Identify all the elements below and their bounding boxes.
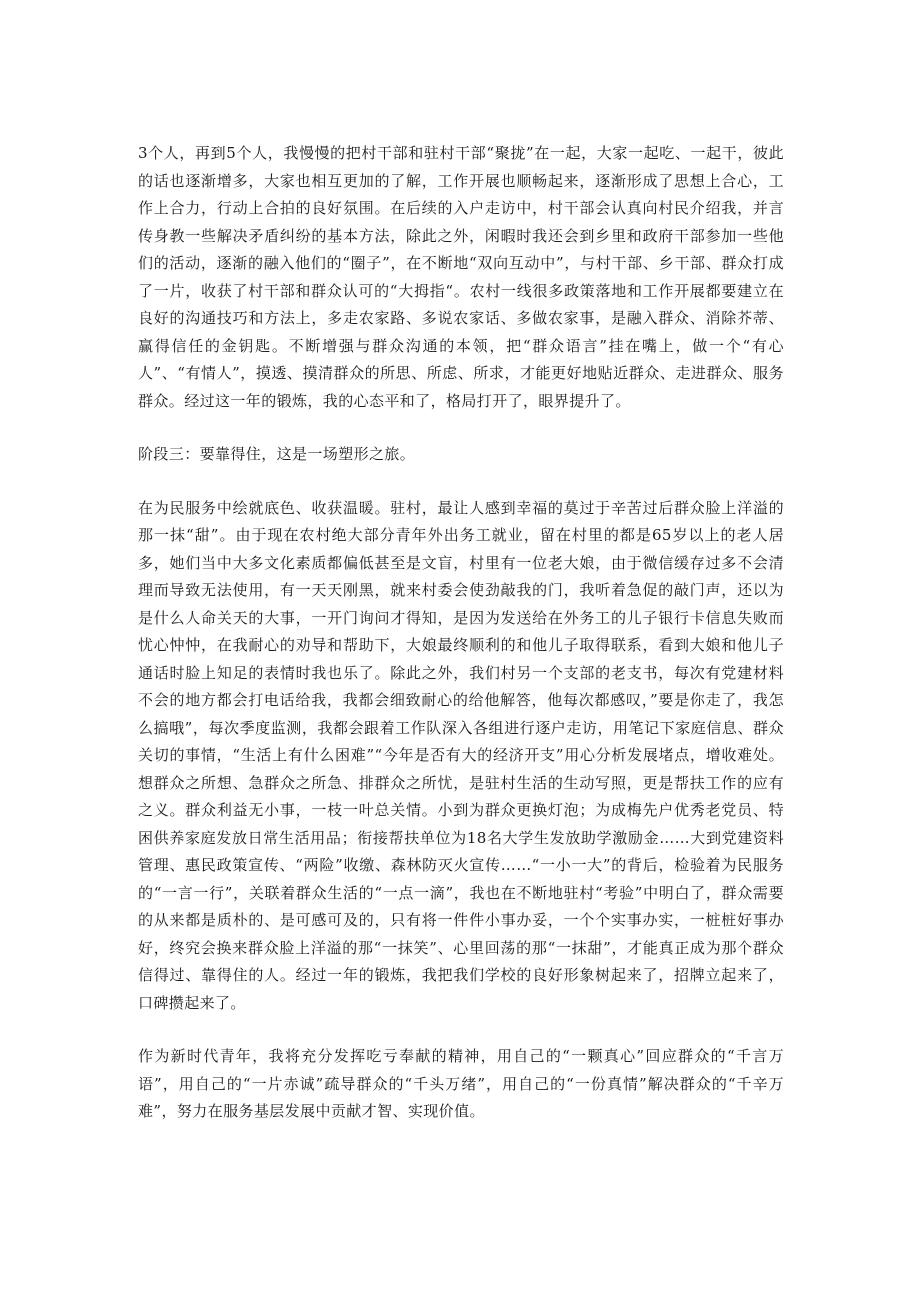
document-body xyxy=(138,140,784,1152)
paragraph-closing: 作为新时代青年，我将充分发挥吃亏奉献的精神，用自己的“一颗真心”回应群众的“千言万语”，用自己的“一片赤诚”疏导群众的“千头万绪”，用自己的“一份真情”解决群众的“千辛万难”，努力在服务基层发展中贡献才智、实现价值。 xyxy=(138,1047,784,1120)
paragraph-stage-three-body: 在为民服务中绘就底色、收获温暖。驻村，最让人感到幸福的莫过于辛苦过后群众脸上洋溢的那一抹“甜”。由于现在农村绝大部分青年外出务工就业，留在村里的都是65岁以上的老人居多，她们当中大多文化素质都偏低甚至是文盲，村里有一位老大娘，由于微信缓存过多不会清理而导致无法使用，有一天天刚黑，就来村委会使劲敲我的门，我听着急促的敲门声，还以为是什么人命关天的大事，一开门询问才得知，是因为发送给在外务工的儿子银行卡信息失败而忧心忡忡，在我耐心的劝导和帮助下，大娘最终顺利的和他儿子取得联系，看到大娘和他儿子通话时脸上知足的表情时我也乐了。除此之外，我们村另一个支部的老支书，每次有党建材料不会的地方都会打电话给我，我都会细致耐心的给他解答，他每次都感叹，”要是你走了，我怎么搞哦”，每次季度监测，我都会跟着工作队深入各组进行逐户走访，用笔记下家庭信息、群众关切的事情，“生活上有什么困难”“今年是否有大的经济开支”用心分析发展堵点，增收难处。想群众之所想、急群众之所急、排群众之所忧，是驻村生活的生动写照，更是帮扶工作的应有之义。群众利益无小事，一枝一叶总关情。小到为群众更换灯泡；为成梅先户优秀老党员、特困供养家庭发放日常生活用品；衔接帮扶单位为18名大学生发放助学激励金……大到党建资料管理、惠民政策宣传、“两险”收缴、森林防灭火宣传……“一小一大”的背后，检验着为民服务的“一言一行”，关联着群众生活的“一点一滴”，我也在不断地驻村“考验”中明白了，群众需要的从来都是质朴的、是可感可及的，只有将一件件小事办妥，一个个实事办实，一桩桩好事办好，终究会换来群众脸上洋溢的那“一抹笑”、心里回荡的那“一抹甜”，才能真正成为那个群众信得过、靠得住的人。经过一年的锻炼，我把我们学校的良好形象树起来了，招牌立起来了，口碑攒起来了。 xyxy=(138,498,784,1012)
paragraph-stage-two-conclusion: 3个人，再到5个人，我慢慢的把村干部和驻村干部“聚拢”在一起，大家一起吃、一起干，彼此的话也逐渐增多，大家也相互更加的了解，工作开展也顺畅起来，逐渐形成了思想上合心，工作上合力，行动上合拍的良好氛围。在后续的入户走访中，村干部会认真向村民介绍我，并言传身教一些解决矛盾纠纷的基本方法，除此之外，闲暇时我还会到乡里和政府干部参加一些他们的活动，逐渐的融入他们的“圈子”，在不断地“双向互动中”，与村干部、乡干部、群众打成了一片，收获了村干部和群众认可的“大拇指“。农村一线很多政策落地和工作开展都要建立在良好的沟通技巧和方法上，多走农家路、多说农家话、多做农家事，是融入群众、消除芥蒂、赢得信任的金钥匙。不断增强与群众沟通的本领，把“群众语言”挂在嘴上，做一个“有心人”、“有情人”，摸透、摸清群众的所思、所虑、所求，才能更好地贴近群众、走进群众、服务群众。经过这一年的锻炼，我的心态平和了，格局打开了，眼界提升了。 xyxy=(138,144,784,410)
section-heading-stage-three: 阶段三：要靠得住，这是一场塑形之旅。 xyxy=(138,445,416,463)
